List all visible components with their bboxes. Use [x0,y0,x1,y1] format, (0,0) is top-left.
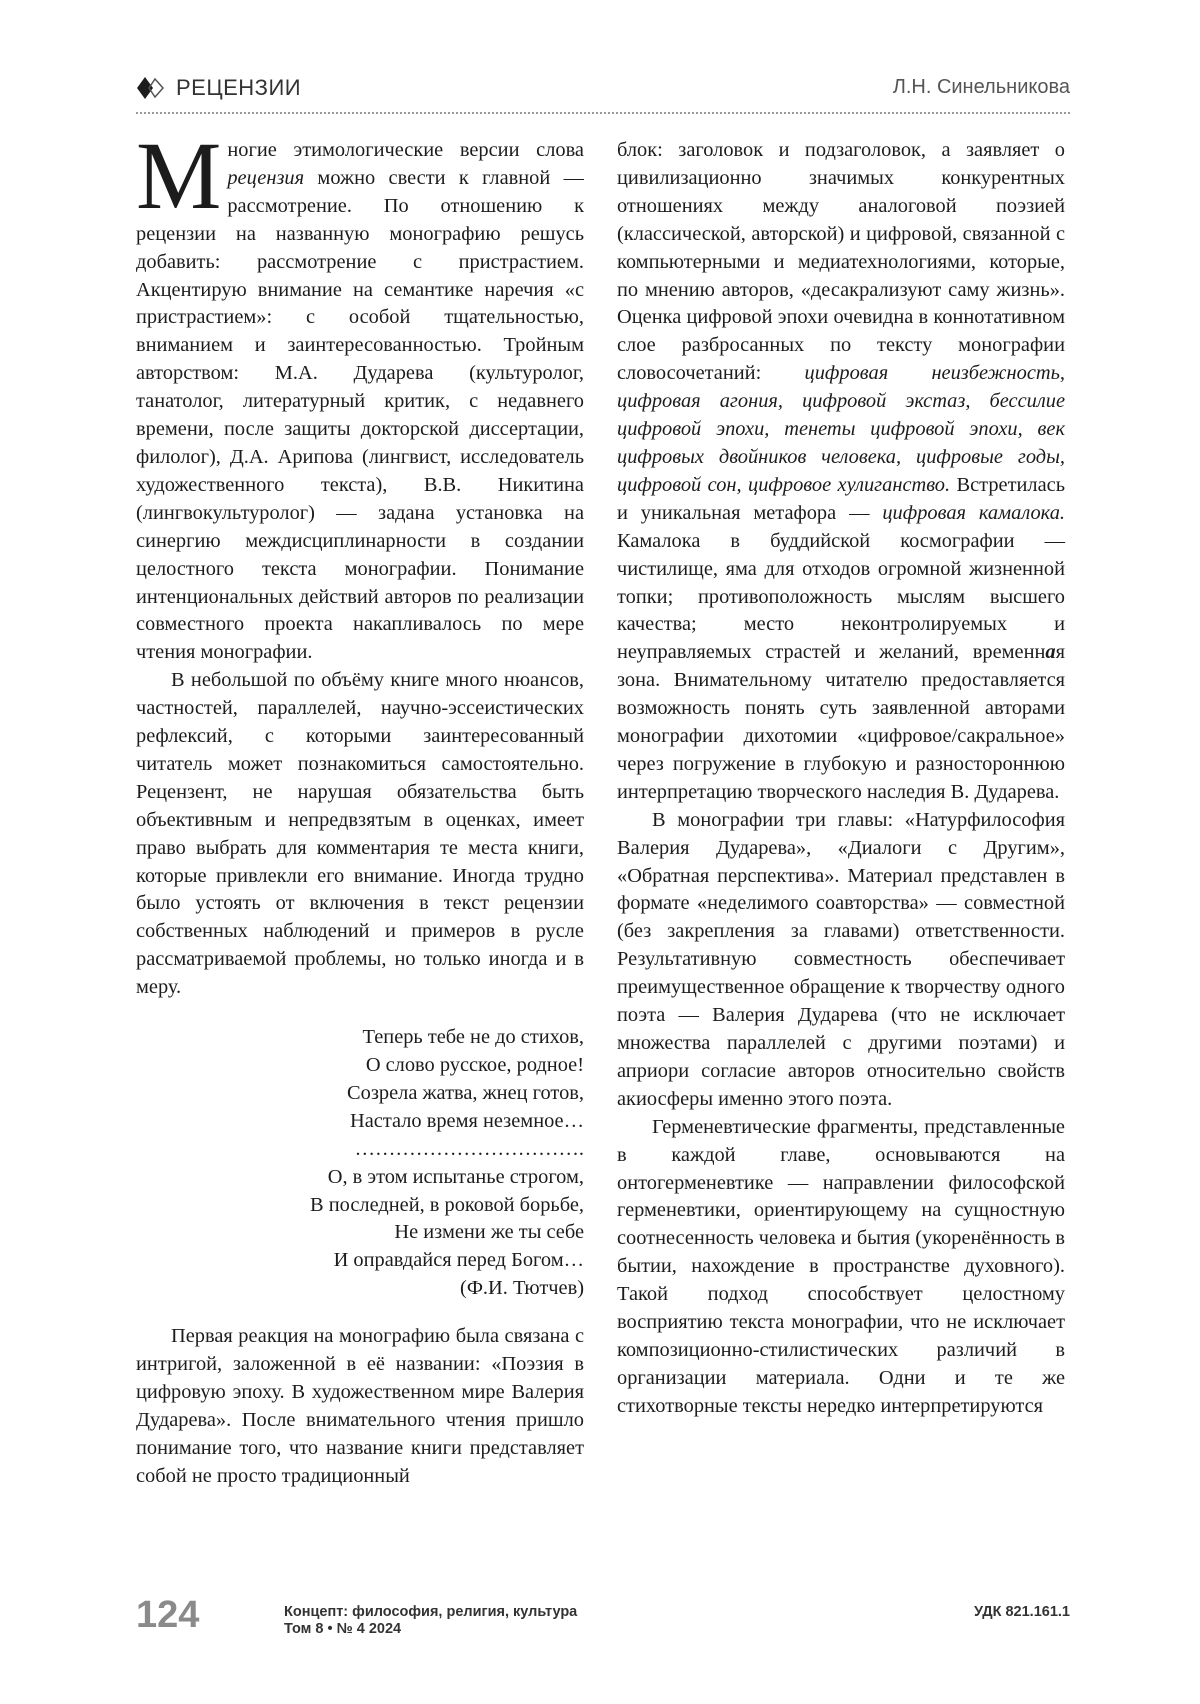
journal-title: Концепт: философия, религия, культура [284,1604,578,1620]
paragraph-chapters: В монографии три главы: «Натурфилософия Валерия Дударева», «Диалоги с Другим», «Обратная перспектива». Материал представлен в формате «неделимого соавторства» — совместной (без закрепления за главами) ответственности. Результативную совместность обеспечивает преимущественное обращение к творчеству одного поэта — Валерия Дударева (что не исключает множества параллелей с другими поэтами) и априори согласие авторов относительно свойств акиосферы именно этого поэта. [617,808,1065,1110]
poem-line: Настало время неземное… [350,1109,584,1132]
right-column [617,137,1065,1421]
poem-epigraph [136,1024,584,1303]
italic-metaphor: цифровая камалока. [882,501,1065,524]
page-number: 124 [136,1594,200,1636]
paragraph-3: Первая реакция на монографию была связана с интригой, заложенной в её названии: «Поэзия в цифровую эпоху. В художественном мире Валерия Дударева». После внимательного чтения пришло понимание того, что название книги представляет собой не просто традиционный [136,1325,584,1487]
poem-ellipsis-line: ……………………………. [354,1137,584,1160]
poem-line: Теперь тебе не до стихов, [362,1026,584,1049]
drop-cap: М [136,137,222,229]
poem-line: Созрела жатва, жнец готов, [347,1081,584,1104]
header-divider [136,112,1070,114]
text-run: я зона. Внимательному читателю предоставляется возможность понять суть заявленной авторами монографии дихотомии «цифровое/сакральное» через погружение в глубокую и разностороннюю интерпретацию творческого наследия В. Дударева. [617,641,1065,803]
text-run: Встретилась и уникальная метафора — [617,473,1065,524]
text-run: Камалока в буддийской космографии — чистилище, яма для отходов огромной жизненной топки; противоположность мыслям высшего качества; место неконтролируемых и неуправляемых страстей и желаний, временн [617,529,1065,664]
poem-attribution: (Ф.И. Тютчев) [460,1277,584,1300]
poem-line: В последней, в роковой борьбе, [310,1193,584,1216]
intro-term: рецензия [227,166,305,189]
journal-issue [284,1621,577,1638]
paragraph-continued [617,137,1065,807]
separator: • [327,1621,333,1637]
left-column [136,137,584,1491]
intro-text-a: ногие этимологические версии слова [227,139,584,161]
paragraph-hermeneutics: Герменевтические фрагменты, представленные в каждой главе, основываются на онтогерменевтике — направлении философской герменевтики, ориентирующему на сущностную соотнесенность человека и бытия (укоренённость в бытии, нахождение в пространстве духовного). Такой подход способствует целостному восприятию текста монографии, что не исключает композиционно-стилистических различий в организации материала. Одни и те же стихотворные тексты нередко интерпретируются [617,1115,1065,1417]
volume: Том 8 [284,1621,324,1637]
section-title: РЕЦЕНЗИИ [176,75,302,100]
paragraph-2: В небольшой по объёму книге много нюансов, частностей, параллелей, научно-эссеистических рефлексий, с которыми заинтересованный читатель может познакомиться самостоятельно. Рецензент, не нарушая обязательства быть объективным и непредвзятым в оценках, имеет право выбрать для комментария те места книги, которые привлекли его внимание. Иногда трудно было устоять от включения в текст рецензии собственных наблюдений и примеров в русле рассматриваемой проблемы, но только иногда и в меру. [136,669,584,999]
running-header [136,72,1070,112]
page-footer [136,1596,1070,1656]
italic-phrases: цифровая неизбежность, цифровая агония, цифровой экстаз, бессилие цифровой эпохи, тенеты цифровой эпохи, век цифровых двойников человека, цифровые годы, цифровой сон, цифровое хулиганство. [617,362,1065,496]
text-run: блок: заголовок и подзаголовок, а заявляет о цивилизационно значимых конкурентных отношениях между аналоговой поэзией (классической, авторской) и цифровой, связанной с компьютерными и медиатехнологиями, которые, по мнению авторов, «десакрализуют саму жизнь». Оценка цифровой эпохи очевидна в коннотативном слое разбросанных по тексту монографии словосочетаний: [617,139,1065,385]
issue-number: № 4 2024 [336,1621,402,1637]
poem-line: И оправдайся перед Богом… [333,1249,584,1272]
intro-text-b: можно свести к главной — рассмотрение. По отношению к рецензии на названную монографию решусь добавить: рассмотрение с пристрастием. Акцентирую внимание на семантике наречия «с пристрастием»: с особой тщательностью, вниманием и заинтересованностью. Тройным авторством: М.А. Дударева (культуролог, танатолог, литературный критик, с недавнего времени, после защиты докторской диссертации, филолог), Д.А. Арипова (лингвист, исследователь художественного текста), В.В. Никитина (лингвокультуролог) — задана установка на синергию междисциплинарности в создании целостного текста монографии. Понимание интенциональных действий авторов по реализации совместного проекта накапливалось по мере чтения монографии. [136,166,584,664]
section-diamond-icon [136,76,166,100]
paragraph-intro [136,137,584,667]
poem-line: О, в этом испытанье строгом, [327,1165,584,1188]
journal-info [284,1604,577,1638]
header-author: Л.Н. Синельникова [892,76,1070,98]
poem-line: Не измени же ты себе [394,1221,584,1244]
stressed-letter: а [1045,641,1056,664]
poem-line: О слово русское, родное! [365,1054,584,1076]
udc-code: УДК 821.161.1 [974,1604,1070,1620]
